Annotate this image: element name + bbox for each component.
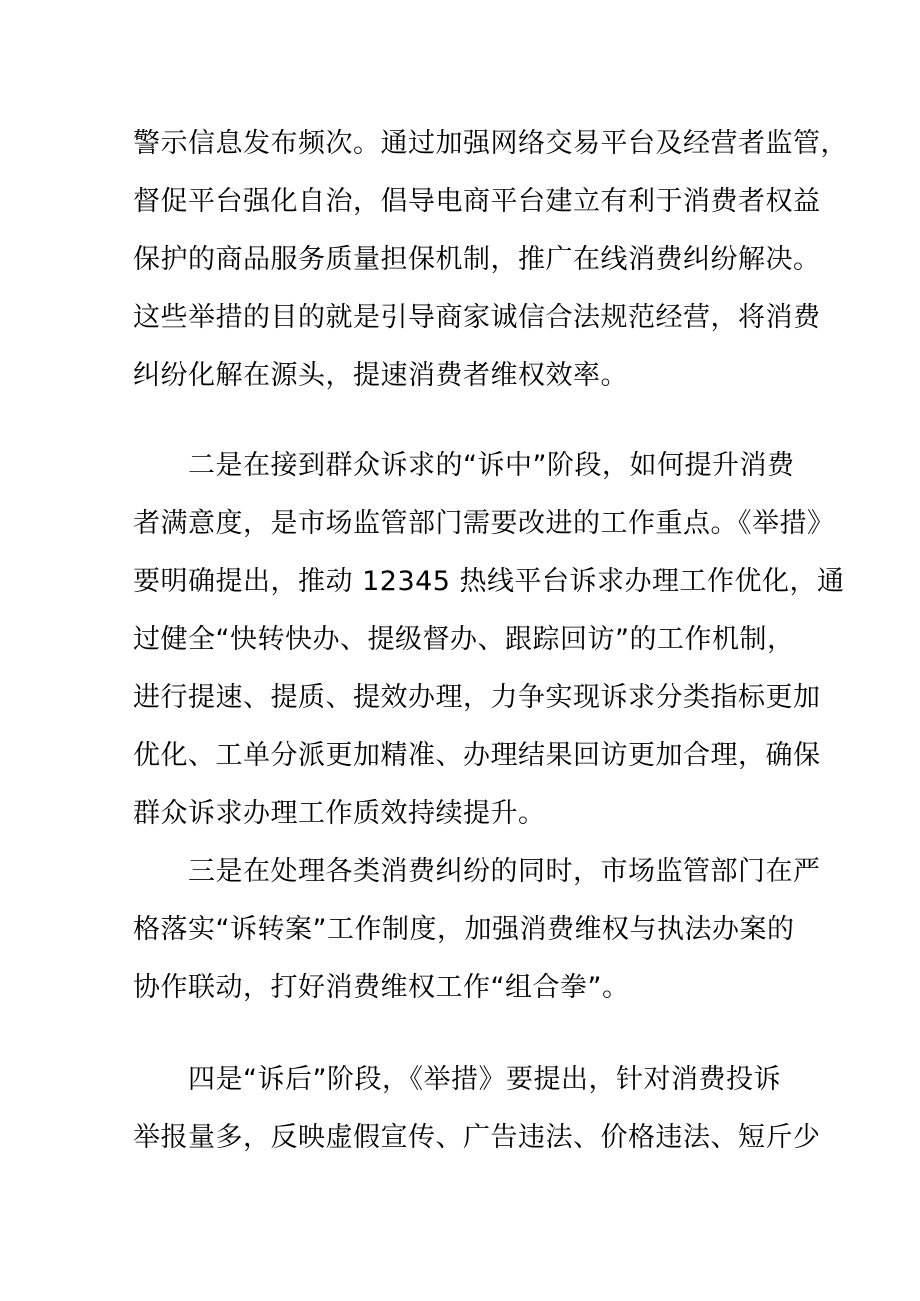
text-line-13: 三是在处理各类消费纠纷的同时，市场监管部门在严 (188, 856, 821, 887)
text-line-2: 督促平台强化自治，倡导电商平台建立有利于消费者权益 (133, 186, 821, 217)
text-line-9: 过健全“快转快办、提级督办、跟踪回访”的工作机制， (133, 624, 795, 655)
text-line-16: 四是“诉后”阶段，《举措》要提出，针对消费投诉 (188, 1064, 781, 1095)
text-line-5: 纠纷化解在源头，提速消费者维权效率。 (133, 360, 628, 391)
text-line-10: 进行提速、提质、提效办理，力争实现诉求分类指标更加 (133, 682, 821, 713)
text-line-6: 二是在接到群众诉求的“诉中”阶段，如何提升消费 (188, 450, 795, 481)
text-line-17: 举报量多，反映虚假宣传、广告违法、价格违法、短斤少 (133, 1122, 821, 1153)
text-line-14: 格落实“诉转案”工作制度，加强消费维权与执法办案的 (133, 914, 795, 945)
text-line-8: 要明确提出，推动 12345 热线平台诉求办理工作优化，通 (133, 566, 845, 597)
text-line-1: 警示信息发布频次。通过加强网络交易平台及经营者监管， (133, 128, 848, 159)
text-line-3: 保护的商品服务质量担保机制，推广在线消费纠纷解决。 (133, 244, 821, 275)
text-line-15: 协作联动，打好消费维权工作“组合拳”。 (133, 972, 630, 1003)
text-line-12: 群众诉求办理工作质效持续提升。 (133, 798, 546, 829)
text-line-7: 者满意度，是市场监管部门需要改进的工作重点。《举措》 (133, 508, 835, 539)
text-line-4: 这些举措的目的就是引导商家诚信合法规范经营，将消费 (133, 302, 821, 333)
text-line-11: 优化、工单分派更加精准、办理结果回访更加合理，确保 (133, 740, 821, 771)
